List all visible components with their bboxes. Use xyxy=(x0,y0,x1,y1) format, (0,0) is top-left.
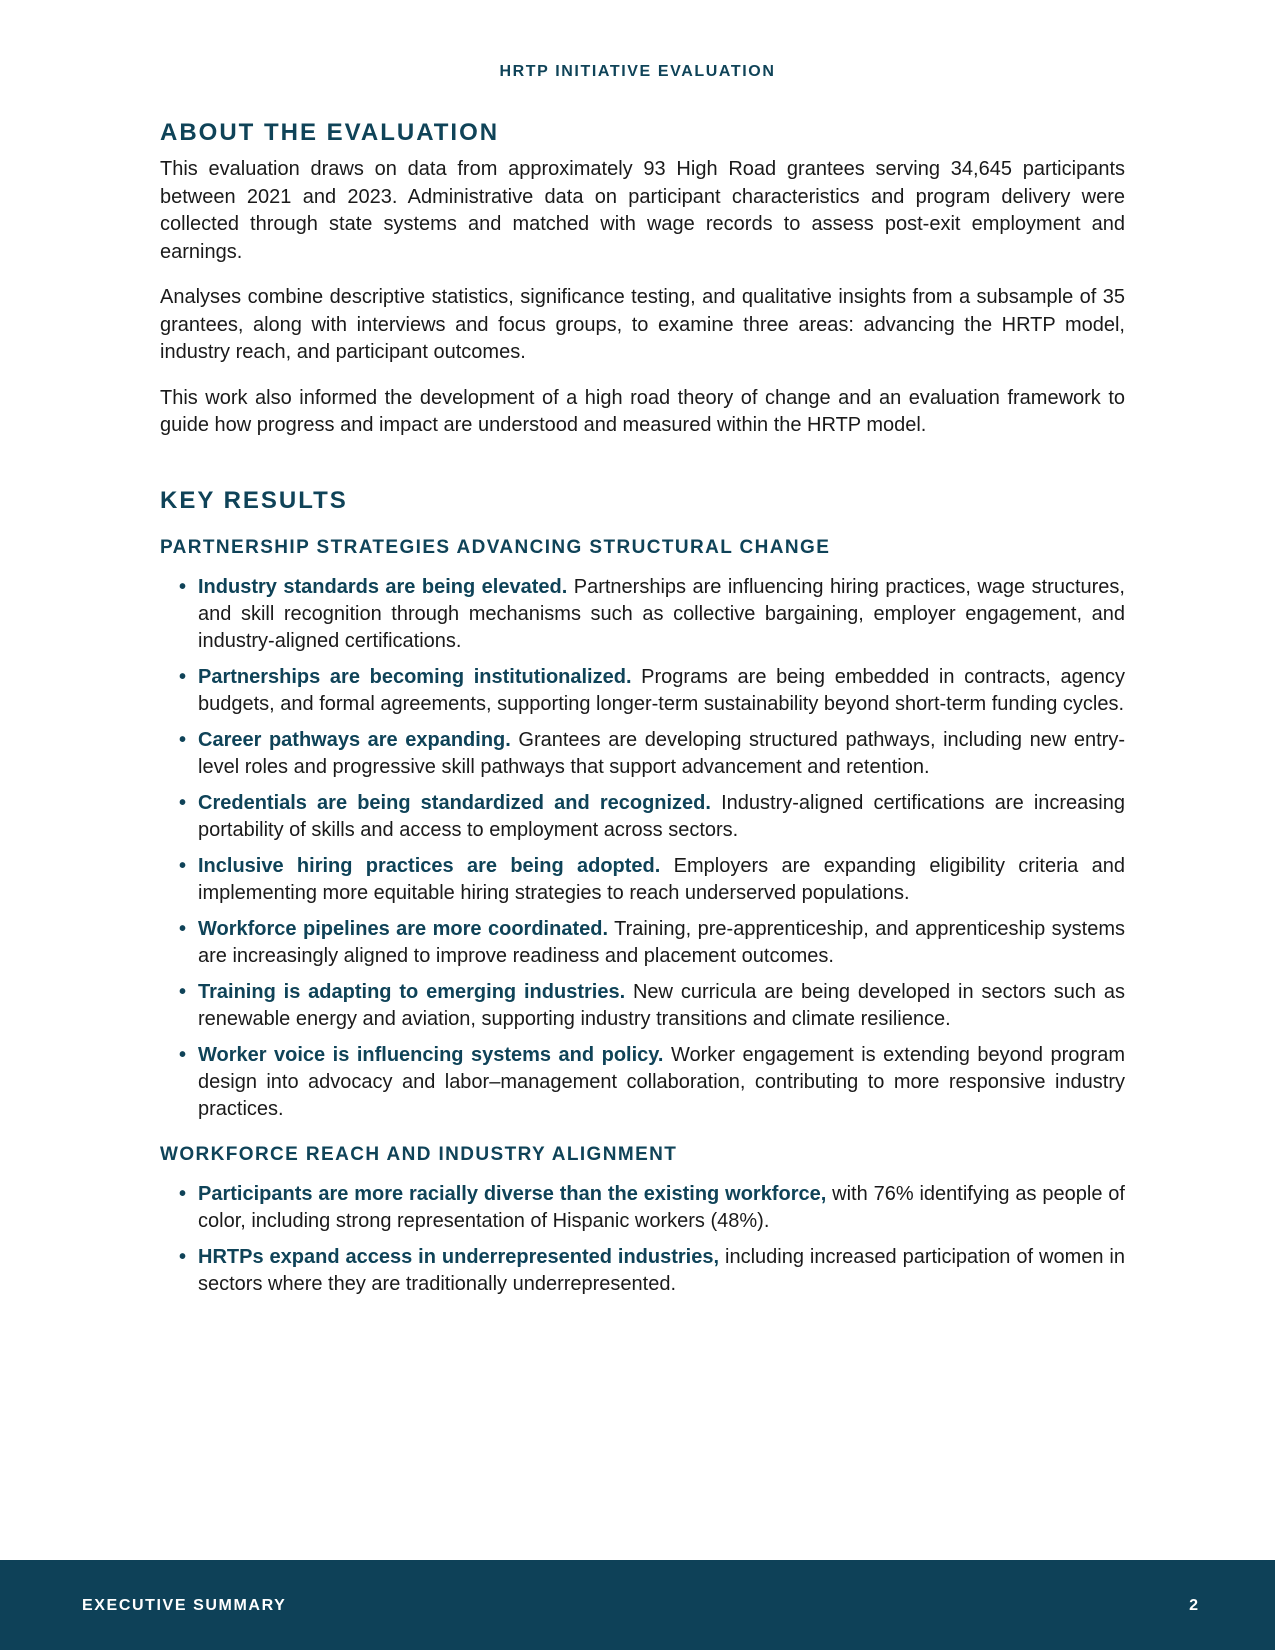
result-lead: Industry standards are being elevated. xyxy=(198,575,568,598)
result-lead: Worker voice is influencing systems and policy. xyxy=(198,1043,664,1066)
bullet-icon: • xyxy=(179,1043,187,1066)
bullet-icon: • xyxy=(179,1182,187,1205)
result-text: with 76% identifying as people of color, including strong representation of Hispanic workers (48%). xyxy=(198,1182,1125,1232)
about-evaluation-heading: ABOUT THE EVALUATION xyxy=(160,119,500,146)
workforce-reach-heading: WORKFORCE REACH AND INDUSTRY ALIGNMENT xyxy=(160,1143,678,1165)
bullet-icon: • xyxy=(179,791,187,814)
result-text: including increased participation of women in sectors where they are traditionally underrepresented. xyxy=(198,1245,1125,1295)
page-footer xyxy=(0,1560,1275,1650)
partnership-strategies-heading: PARTNERSHIP STRATEGIES ADVANCING STRUCTURAL CHANGE xyxy=(160,536,831,558)
result-lead: Career pathways are expanding. xyxy=(198,728,511,751)
bullet-icon: • xyxy=(179,728,187,751)
result-text: Worker engagement is extending beyond program design into advocacy and labor–management collaboration, contributing to more responsive industry practices. xyxy=(198,1043,1125,1120)
bullet-icon: • xyxy=(179,854,187,877)
result-text: Training, pre-apprenticeship, and apprenticeship systems are increasingly aligned to improve readiness and placement outcomes. xyxy=(198,917,1126,967)
page-number: 2 xyxy=(1189,1597,1198,1614)
result-lead: Participants are more racially diverse than the existing workforce, xyxy=(198,1182,827,1205)
list-item xyxy=(179,574,1125,655)
footer-title: EXECUTIVE SUMMARY xyxy=(82,1597,287,1614)
bullet-icon: • xyxy=(179,980,187,1003)
workforce-reach-list xyxy=(160,1181,1125,1298)
bullet-icon: • xyxy=(179,1245,187,1268)
result-text: Programs are being embedded in contracts, agency budgets, and formal agreements, supporting longer-term sustainability beyond short-term funding cycles. xyxy=(198,665,1125,715)
about-paragraph-3: This work also informed the development of a high road theory of change and an evaluation framework to guide how progress and impact are understood and measured within the HRTP model. xyxy=(160,386,1125,436)
list-item xyxy=(179,1042,1125,1123)
about-paragraph-2: Analyses combine descriptive statistics, significance testing, and qualitative insights from a subsample of 35 grantees, along with interviews and focus groups, to examine three areas: advancing the HRTP model, industry reach, and participant outcomes. xyxy=(160,286,1125,363)
list-item xyxy=(179,979,1125,1033)
list-item xyxy=(179,853,1125,907)
result-lead: Credentials are being standardized and recognized. xyxy=(198,791,711,814)
result-lead: Inclusive hiring practices are being adopted. xyxy=(198,854,661,877)
list-item xyxy=(179,916,1126,970)
result-lead: Partnerships are becoming institutionalized. xyxy=(198,665,632,688)
key-results-heading: KEY RESULTS xyxy=(160,486,348,514)
bullet-icon: • xyxy=(179,575,187,598)
list-item xyxy=(179,727,1126,781)
result-lead: Workforce pipelines are more coordinated. xyxy=(198,917,609,940)
bullet-icon: • xyxy=(179,917,187,940)
result-lead: HRTPs expand access in underrepresented industries, xyxy=(198,1245,720,1268)
bullet-icon: • xyxy=(179,665,187,688)
result-text: Partnerships are influencing hiring practices, wage structures, and skill recognition through mechanisms such as collective bargaining, employer engagement, and industry-aligned certifications. xyxy=(198,575,1125,652)
list-item xyxy=(179,790,1125,844)
result-text: New curricula are being developed in sectors such as renewable energy and aviation, supporting industry transitions and climate resilience. xyxy=(198,980,1125,1030)
result-text: Industry-aligned certifications are increasing portability of skills and access to employment across sectors. xyxy=(198,791,1125,841)
list-item xyxy=(179,1244,1125,1298)
page-content xyxy=(160,118,1125,1307)
list-item xyxy=(179,1181,1125,1235)
list-item xyxy=(179,664,1125,718)
result-text: Employers are expanding eligibility criteria and implementing more equitable hiring strategies to reach underserved populations. xyxy=(198,854,1125,904)
about-paragraph-1: This evaluation draws on data from approximately 93 High Road grantees serving 34,645 participants between 2021 and 2023. Administrative data on participant characteristics and program delivery were collected through state systems and matched with wage records to assess post-exit employment and earnings. xyxy=(160,158,1125,263)
running-header: HRTP INITIATIVE EVALUATION xyxy=(499,63,776,80)
partnership-results-list xyxy=(160,574,1125,1123)
result-lead: Training is adapting to emerging industries. xyxy=(198,980,626,1003)
result-text: Grantees are developing structured pathways, including new entry-level roles and progressive skill pathways that support advancement and retention. xyxy=(198,728,1126,778)
